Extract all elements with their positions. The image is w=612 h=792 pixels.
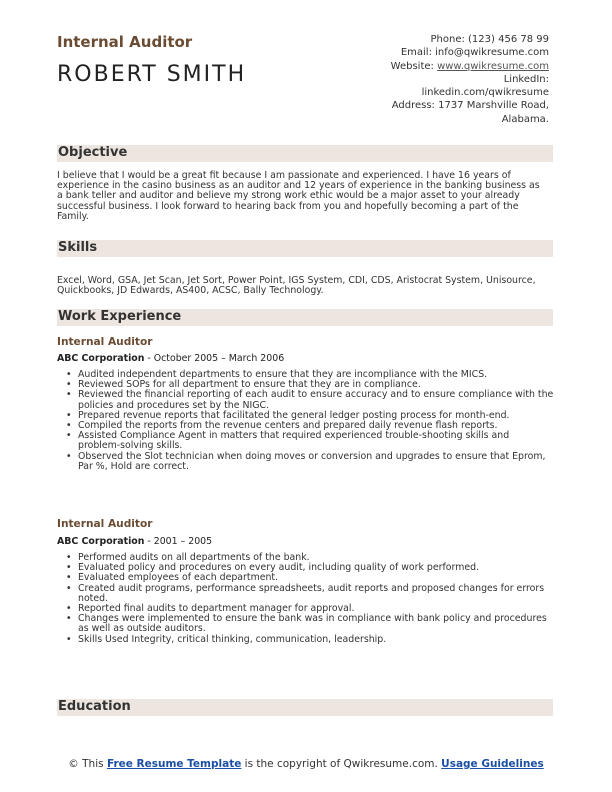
contact-address-line1: Address: 1737 Marshville Road, — [391, 100, 549, 112]
website-label: Website: — [390, 60, 438, 72]
list-item: • Compiled the reports from the revenue centers and prepared daily revenue flash reports. — [64, 421, 554, 431]
candidate-name: ROBERT SMITH — [57, 62, 247, 87]
list-item: • Skills Used Integrity, critical thinking, communication, leadership. — [64, 635, 554, 645]
list-item: • Created audit programs, performance spreadsheets, audit reports and proposed changes for errors noted. — [64, 584, 554, 604]
job-2-bullets — [64, 553, 554, 645]
list-item: • Prepared revenue reports that facilitated the general ledger posting process for month-end. — [64, 411, 554, 421]
job-1-dates: - October 2005 – March 2006 — [144, 353, 285, 364]
job-1-company-line — [57, 353, 284, 364]
skills-heading: Skills — [58, 240, 98, 255]
job-1-company: ABC Corporation — [57, 353, 145, 364]
contact-linkedin-label: LinkedIn: — [503, 73, 549, 85]
list-item: • Reviewed SOPs for all department to ensure that they are in compliance. — [64, 380, 554, 390]
list-item: • Evaluated employees of each department. — [64, 573, 554, 583]
experience-heading: Work Experience — [58, 309, 182, 324]
job-2-company-line — [57, 536, 212, 547]
list-item: • Observed the Slot technician when doing moves or conversion and upgrades to ensure that Eprom, Par %, Hold are correct. — [64, 452, 554, 472]
list-item: • Assisted Compliance Agent in matters that required experienced trouble-shooting skills and problem-solving skills. — [64, 431, 554, 451]
contact-phone: Phone: (123) 456 78 99 — [430, 34, 549, 45]
job-2-title: Internal Auditor — [57, 518, 153, 530]
copyright-footer — [57, 758, 555, 771]
objective-heading: Objective — [58, 145, 128, 160]
list-item: • Reviewed the financial reporting of each audit to ensure accuracy and to ensure compliance with the policies and procedures set by the NIGC. — [64, 390, 554, 410]
contact-block — [289, 33, 549, 126]
website-link[interactable]: www.qwikresume.com — [437, 60, 549, 72]
list-item: • Performed audits on all departments of the bank. — [64, 553, 554, 563]
contact-website — [289, 60, 549, 73]
skills-text: Excel, Word, GSA, Jet Scan, Jet Sort, Power Point, IGS System, CDI, CDS, Aristocrat System, Unisource, Quickbooks, JD Edwards, AS400, ACSC, Bally Technology. — [57, 275, 536, 297]
job-2-dates: - 2001 – 2005 — [144, 536, 213, 547]
usage-guidelines-link[interactable]: Usage Guidelines — [441, 758, 544, 770]
skills-header-bar — [57, 240, 553, 257]
job-2-company: ABC Corporation — [57, 536, 145, 547]
header-job-title: Internal Auditor — [57, 33, 193, 51]
footer-middle: is the copyright of Qwikresume.com. — [241, 758, 442, 770]
job-1-title: Internal Auditor — [57, 336, 153, 348]
contact-address-line2: Alabama. — [501, 113, 549, 125]
contact-email: Email: info@qwikresume.com — [400, 47, 549, 59]
list-item: • Reported final audits to department manager for approval. — [64, 604, 554, 614]
objective-header-bar — [57, 145, 553, 162]
list-item: • Evaluated policy and procedures on every audit, including quality of work performed. — [64, 563, 554, 573]
free-resume-template-link[interactable]: Free Resume Template — [106, 758, 242, 770]
job-1-bullets — [64, 370, 554, 472]
objective-text: I believe that I would be a great fit because I am passionate and experienced. I have 16 years of experience in the casino business as an auditor and 12 years of experience in the banking business as a bank teller and auditor and believe my strong work ethic would be a major asset to your already successful business. I look forward to hearing back from you and hopefully becoming a part of the Family. — [57, 170, 540, 222]
list-item: • Changes were implemented to ensure the bank was in compliance with bank policy and procedures as well as outside auditors. — [64, 614, 554, 634]
education-heading: Education — [58, 699, 131, 714]
education-header-bar — [57, 699, 553, 716]
list-item: • Audited independent departments to ensure that they are incompliance with the MICS. — [64, 370, 554, 380]
footer-prefix: © This — [68, 758, 107, 770]
contact-linkedin-value: linkedin.com/qwikresume — [421, 87, 549, 99]
